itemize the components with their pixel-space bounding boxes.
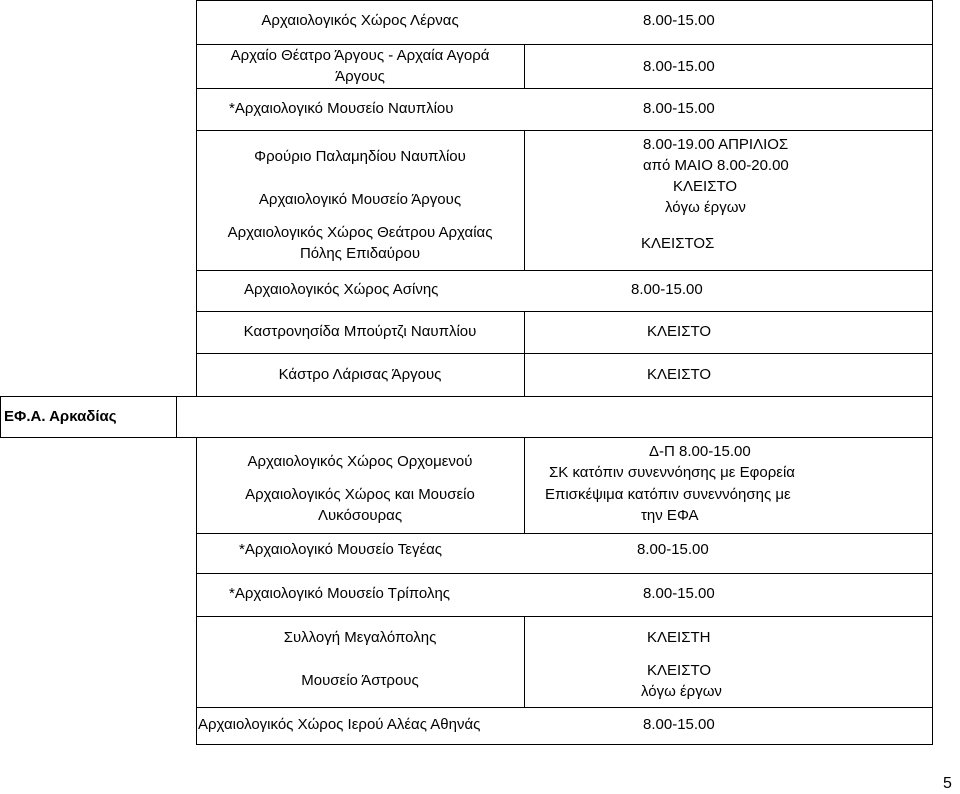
nafplio-museum: *Αρχαιολογικό Μουσείο Ναυπλίου — [229, 100, 454, 117]
nafplio-museum-hours: 8.00-15.00 — [643, 100, 715, 117]
asini: Αρχαιολογικός Χώρος Ασίνης — [244, 281, 439, 298]
palamidi: Φρούριο Παλαμηδίου Ναυπλίου — [254, 148, 466, 165]
argos-museum: Αρχαιολογικό Μουσείο Άργους — [258, 191, 462, 208]
argos-theatre-hours: 8.00-15.00 — [643, 58, 715, 75]
lykosoura-line2: Λυκόσουρας — [317, 507, 403, 524]
orchomenos-hours-line1: Δ-Π 8.00-15.00 — [649, 443, 751, 460]
page-number: 5 — [943, 775, 952, 792]
megalopoli: Συλλογή Μεγαλόπολης — [283, 629, 437, 646]
argos-theatre-line1: Αρχαίο Θέατρο Άργους - Αρχαία Αγορά — [230, 47, 490, 64]
megalopoli-status: ΚΛΕΙΣΤΗ — [647, 629, 711, 646]
tripoli-hours: 8.00-15.00 — [643, 585, 715, 602]
tegea-hours: 8.00-15.00 — [637, 541, 709, 558]
palamidi-hours-line1: 8.00-19.00 ΑΠΡΙΛΙΟΣ — [643, 136, 789, 153]
alea-hours: 8.00-15.00 — [643, 716, 715, 733]
orchomenos-hours-line2: ΣΚ κατόπιν συνεννόησης με Εφορεία — [549, 464, 795, 481]
epidaurus-line1: Αρχαιολογικός Χώρος Θεάτρου Αρχαίας — [227, 224, 493, 241]
astros: Μουσείο Άστρους — [301, 672, 419, 689]
epidaurus-line2: Πόλης Επιδαύρου — [299, 245, 421, 262]
larisa-status: ΚΛΕΙΣΤΟ — [647, 366, 712, 383]
argos-museum-status-line2: λόγω έργων — [665, 199, 746, 216]
lykosoura-hours-line2: την ΕΦΑ — [641, 507, 699, 524]
lerna-site: Αρχαιολογικός Χώρος Λέρνας — [261, 12, 459, 29]
asini-hours: 8.00-15.00 — [631, 281, 703, 298]
alea: Αρχαιολογικός Χώρος Ιερού Αλέας Αθηνάς — [198, 716, 481, 733]
orchomenos: Αρχαιολογικός Χώρος Ορχομενού — [247, 453, 473, 470]
tripoli: *Αρχαιολογικό Μουσείο Τρίπολης — [229, 585, 451, 602]
bourtzi: Καστρονησίδα Μπούρτζι Ναυπλίου — [243, 323, 477, 340]
epidaurus-status: ΚΛΕΙΣΤΟΣ — [641, 235, 715, 252]
tegea: *Αρχαιολογικό Μουσείο Τεγέας — [239, 541, 443, 558]
section-header: ΕΦ.Α. Αρκαδίας — [4, 408, 117, 425]
lykosoura-hours-line1: Επισκέψιμα κατόπιν συνεννόησης με — [545, 486, 791, 503]
argos-theatre-line2: Άργους — [335, 68, 385, 85]
astros-status-line1: ΚΛΕΙΣΤΟ — [647, 662, 712, 679]
lykosoura-line1: Αρχαιολογικός Χώρος και Μουσείο — [245, 486, 475, 503]
lerna-hours: 8.00-15.00 — [643, 12, 715, 29]
palamidi-hours-line2: από ΜΑΙΟ 8.00-20.00 — [643, 157, 789, 174]
argos-museum-status-line1: ΚΛΕΙΣΤΟ — [673, 178, 738, 195]
astros-status-line2: λόγω έργων — [641, 683, 722, 700]
bourtzi-status: ΚΛΕΙΣΤΟ — [647, 323, 712, 340]
larisa: Κάστρο Λάρισας Άργους — [278, 366, 442, 383]
